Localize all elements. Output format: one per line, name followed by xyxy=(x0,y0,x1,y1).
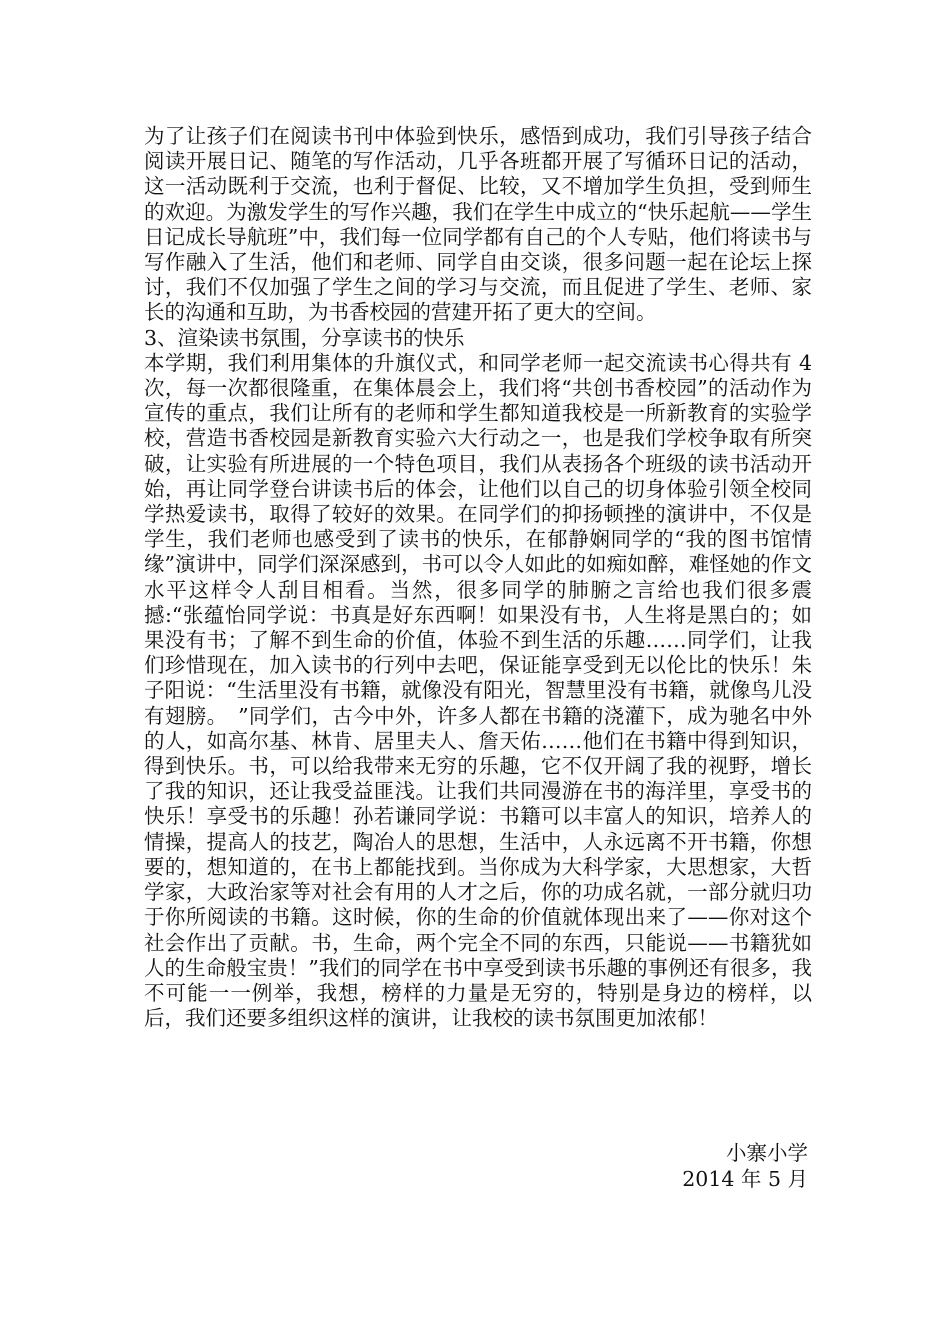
document-body xyxy=(144,124,812,1031)
signature-block xyxy=(682,1141,808,1192)
signature-date: 2014 年 5 月 xyxy=(682,1166,808,1191)
paragraph-writing-activities: 为了让孩子们在阅读书刊中体验到快乐，感悟到成功，我们引导孩子结合阅读开展日记、随笔的写作活动，几乎各班都开展了写循环日记的活动，这一活动既利于交流，也利于督促、比较，又不增加学生负担，受到师生的欢迎。为激发学生的写作兴趣，我们在学生中成立的“快乐起航——学生日记成长导航班”中，我们每一位同学都有自己的个人专贴，他们将读书与写作融入了生活，他们和老师、同学自由交谈，很多问题一起在论坛上探讨，我们不仅加强了学生之间的学习与交流，而且促进了学生、老师、家长的沟通和互助，为书香校园的营建开拓了更大的空间。 xyxy=(144,124,812,325)
paragraph-reading-atmosphere: 本学期，我们利用集体的升旗仪式，和同学老师一起交流读书心得共有 4 次，每一次都很隆重，在集体晨会上，我们将“共创书香校园”的活动作为宣传的重点，我们让所有的老师和学生都知道我校是一所新教育的实验学校，营造书香校园是新教育实验六大行动之一，也是我们学校争取有所突破，让实验有所进展的一个特色项目，我们从表扬各个班级的读书活动开始，再让同学登台讲读书后的体会，让他们以自己的切身体验引领全校同学热爱读书，取得了较好的效果。在同学们的抑扬顿挫的演讲中，不仅是学生，我们老师也感受到了读书的快乐，在郁静娴同学的“我的图书馆情缘”演讲中，同学们深深感到，书可以令人如此的如痴如醉，难怪她的作文水平这样令人刮目相看。当然，很多同学的肺腑之言给也我们很多震撼:“张蕴怡同学说：书真是好东西啊！如果没有书，人生将是黑白的；如果没有书；了解不到生命的价值，体验不到生活的乐趣……同学们，让我们珍惜现在，加入读书的行列中去吧，保证能享受到无以伦比的快乐！朱子阳说：“生活里没有书籍，就像没有阳光，智慧里没有书籍，就像鸟儿没有翅膀。 ”同学们，古今中外，许多人都在书籍的浇灌下，成为驰名中外的人，如高尔基、林肯、居里夫人、詹天佑……他们在书籍中得到知识，得到快乐。书，可以给我带来无穷的乐趣，它不仅开阔了我的视野，增长了我的知识，还让我受益匪浅。让我们共同漫游在书的海洋里，享受书的快乐！享受书的乐趣！孙若谦同学说：书籍可以丰富人的知识，培养人的情操，提高人的技艺，陶冶人的思想，生活中，人永远离不开书籍，你想要的，想知道的，在书上都能找到。当你成为大科学家，大思想家，大哲学家，大政治家等对社会有用的人才之后，你的功成名就，一部分就归功于你所阅读的书籍。这时候，你的生命的价值就体现出来了——你对这个社会作出了贡献。书，生命，两个完全不同的东西，只能说——书籍犹如人的生命般宝贵！”我们的同学在书中享受到读书乐趣的事例还有很多，我不可能一一例举，我想，榜样的力量是无穷的，特别是身边的榜样，以后，我们还要多组织这样的演讲，让我校的读书氛围更加浓郁！ xyxy=(144,350,812,1031)
section-heading: 3、渲染读书氛围，分享读书的快乐 xyxy=(144,325,465,350)
signature-organization: 小寨小学 xyxy=(726,1141,808,1165)
